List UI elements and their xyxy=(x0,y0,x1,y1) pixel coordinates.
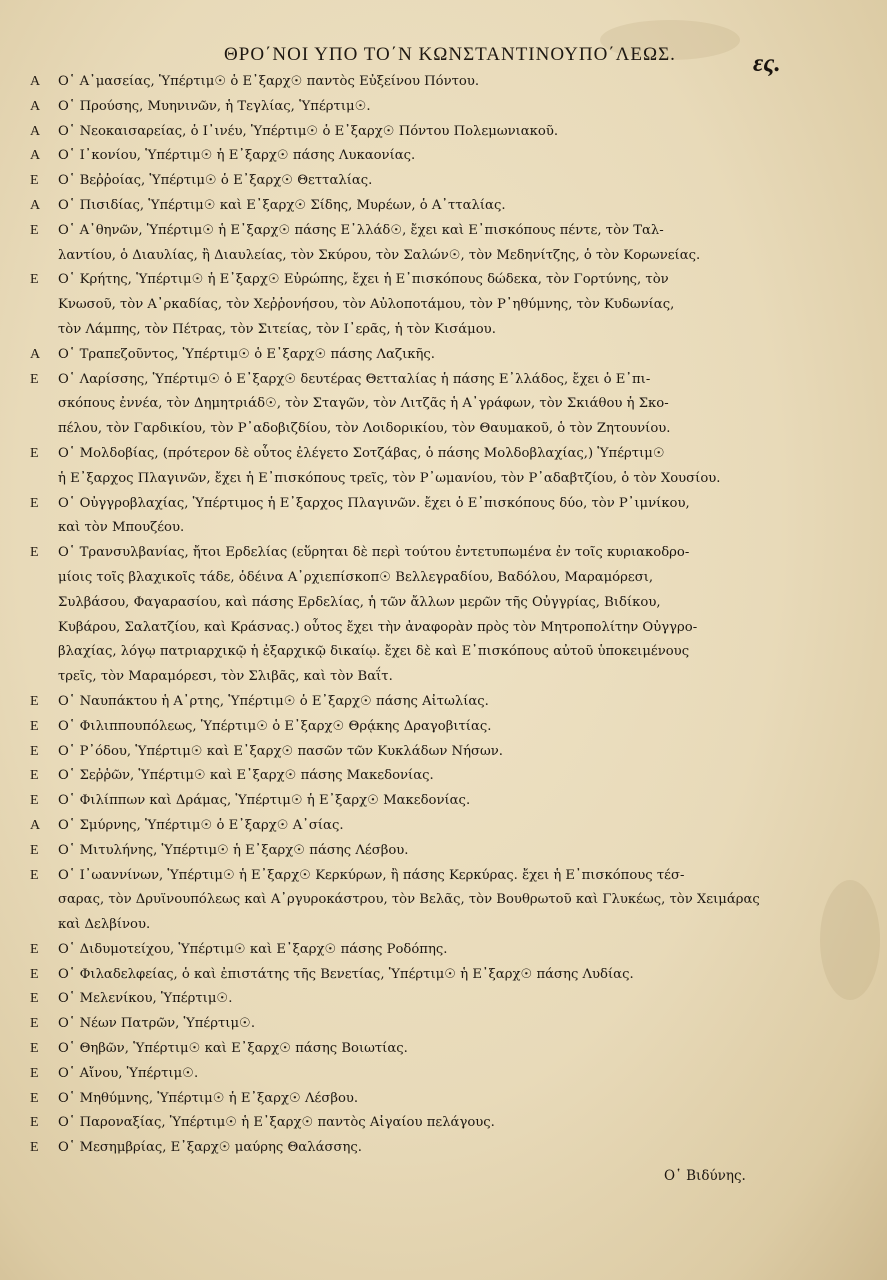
entry-marker: Ε xyxy=(30,693,39,709)
entry-marker: Ε xyxy=(30,495,39,511)
entry-text-line: Ο῾ Τρανσυλβανίας, ἤτοι Ερδελίας (εὕρηται δὲ περὶ τούτου ἐντετυπωμένα ἐν τοῖς κυριακοδρο- xyxy=(58,545,690,561)
entry-marker: Ε xyxy=(30,1140,39,1156)
entry-marker: Ε xyxy=(30,1090,39,1106)
entry-text-line: λαντίου, ὁ Διαυλίας, ἢ Διαυλείας, τὸν Σκύρου, τὸν Σαλών☉, τὸν Μεδηνίτζης, ὁ τὸν Κορωνείας. xyxy=(58,247,701,263)
see-entry xyxy=(30,70,800,95)
see-entry xyxy=(30,740,800,765)
entry-text-line: Ο῾ Λαρίσσης, Ὑπέρτιμ☉ ὁ Ε᾽ξαρχ☉ δευτέρας Θετταλίας ἡ πάσης Ε᾽λλάδος, ἔχει ὁ Ε᾽πι- xyxy=(58,371,651,387)
entry-text-line: Ο῾ Θηβῶν, Ὑπέρτιμ☉ καὶ Ε᾽ξαρχ☉ πάσης Βοιωτίας. xyxy=(58,1041,408,1057)
see-entry xyxy=(30,789,800,814)
entry-text-line: Ο῾ Α᾽θηνῶν, Ὑπέρτιμ☉ ἡ Ε᾽ξαρχ☉ πάσης Ε᾽λλάδ☉, ἔχει καὶ Ε᾽πισκόπους πέντε, τὸν Ταλ- xyxy=(58,222,664,238)
see-entry xyxy=(30,120,800,145)
entry-text-line: Συλβάσου, Φαγαρασίου, καὶ πάσης Ερδελίας, ἡ τῶν ἄλλων μερῶν τῆς Οὐγγρίας, Βιδίκου, xyxy=(58,594,661,610)
entry-text-line: καὶ Δελβίνου. xyxy=(58,917,151,933)
entry-marker: Ε xyxy=(30,545,39,561)
entry-marker: Ε xyxy=(30,743,39,759)
entry-marker: Ε xyxy=(30,1016,39,1032)
see-entry xyxy=(30,938,800,963)
entry-text-line: σκόπους ἐννέα, τὸν Δημητριάδ☉, τὸν Σταγῶν, τὸν Λιτζᾶς ἡ Α᾽γράφων, τὸν Σκιάθου ἡ Σκο- xyxy=(58,396,669,412)
entry-text-line: Ο῾ Φιλαδελφείας, ὁ καὶ ἐπιστάτης τῆς Βενετίας, Ὑπέρτιμ☉ ἡ Ε᾽ξαρχ☉ πάσης Λυδίας. xyxy=(58,966,634,982)
entry-marker: Ε xyxy=(30,718,39,734)
entry-marker: Ε xyxy=(30,371,39,387)
see-entry xyxy=(30,541,800,690)
entry-marker: Ε xyxy=(30,768,39,784)
entry-text-line: Ο῾ Νέων Πατρῶν, Ὑπέρτιμ☉. xyxy=(58,1016,256,1032)
see-entry xyxy=(30,864,800,938)
entry-text-line: Ο῾ Κρήτης, Ὑπέρτιμ☉ ἡ Ε᾽ξαρχ☉ Εὐρώπης, ἔχει ἡ Ε᾽πισκόπους δώδεκα, τὸν Γορτύνης, τὸν xyxy=(58,272,669,288)
entry-marker: Α xyxy=(30,197,41,213)
see-entry xyxy=(30,963,800,988)
see-entry xyxy=(30,219,800,269)
entry-marker: Ε xyxy=(30,842,39,858)
entry-text-line: Κνωσοῦ, τὸν Α᾽ρκαδίας, τὸν Χεῤῥονήσου, τὸν Αὐλοποτάμου, τὸν Ρ᾽ηθύμνης, τὸν Κυδωνίας, xyxy=(58,297,675,313)
catchword: Ο῾ Βιδύνης. xyxy=(664,1168,746,1184)
see-entry xyxy=(30,839,800,864)
entry-text-line: Ο῾ Μεσημβρίας, Ε᾽ξαρχ☉ μαύρης Θαλάσσης. xyxy=(58,1140,362,1156)
entry-text-line: Ο῾ Α᾽μασείας, Ὑπέρτιμ☉ ὁ Ε᾽ξαρχ☉ παντὸς Εὐξείνου Πόντου. xyxy=(58,74,480,89)
entry-marker: Α xyxy=(30,346,41,362)
see-entry xyxy=(30,1087,800,1112)
entry-text-line: Ο῾ Σεῤῥῶν, Ὑπέρτιμ☉ καὶ Ε᾽ξαρχ☉ πάσης Μακεδονίας. xyxy=(58,768,434,784)
see-entry xyxy=(30,814,800,839)
entry-marker: Ε xyxy=(30,1041,39,1057)
see-entry xyxy=(30,1136,800,1161)
entry-marker: Α xyxy=(30,148,41,164)
entry-marker: Ε xyxy=(30,941,39,957)
see-entry xyxy=(30,690,800,715)
entry-marker: Ε xyxy=(30,793,39,809)
entry-text-line: Ο῾ Προύσης, Μυηνινῶν, ἡ Τεγλίας, Ὑπέρτιμ☉. xyxy=(58,98,371,114)
see-entry xyxy=(30,268,800,342)
folio-number: ες. xyxy=(753,50,781,77)
entry-text-line: ἡ Ε᾽ξαρχος Πλαγινῶν, ἔχει ἡ Ε᾽πισκόπους τρεῖς, τὸν Ρ᾽ωμανίου, τὸν Ρ᾽αδαβτζίου, ὁ τὸν Χουσίου. xyxy=(58,470,721,486)
entry-text-line: βλαχίας, λόγῳ πατριαρχικῷ ἡ ἐξαρχικῷ δικαίῳ. ἔχει δὲ καὶ Ε᾽πισκόπους αὐτοῦ ὑποκειμένους xyxy=(58,644,690,660)
entry-text-line: Ο῾ Νεοκαισαρείας, ὁ Ι᾽ινέυ, Ὑπέρτιμ☉ ὁ Ε᾽ξαρχ☉ Πόντου Πολεμωνιακοῦ. xyxy=(58,123,559,139)
entry-text-line: Ο῾ Μιτυλήνης, Ὑπέρτιμ☉ ἡ Ε᾽ξαρχ☉ πάσης Λέσβου. xyxy=(58,842,409,858)
entry-text-line: σαρας, τὸν Δρυϊνουπόλεως καὶ Α᾽ργυροκάστρου, τὸν Βελᾶς, τὸν Βουθρωτοῦ καὶ Γλυκέως, τὸν Χειμάρας xyxy=(58,892,760,908)
entry-text-line: Κυβάρου, Σαλατζίου, καὶ Κράσνας.) οὗτος ἔχει τὴν ἀναφορὰν πρὸς τὸν Μητροπολίτην Οὐγγρο- xyxy=(58,619,698,635)
entry-text-line: Ο῾ Πισιδίας, Ὑπέρτιμ☉ καὶ Ε᾽ξαρχ☉ Σίδης, Μυρέων, ὁ Α᾽τταλίας. xyxy=(58,197,506,213)
entry-marker: Ε xyxy=(30,991,39,1007)
see-entry xyxy=(30,1111,800,1136)
entry-text-line: Ο῾ Ι᾽κονίου, Ὑπέρτιμ☉ ἡ Ε᾽ξαρχ☉ πάσης Λυκαονίας. xyxy=(58,148,416,164)
entry-text-line: Ο῾ Ι᾽ωαννίνων, Ὑπέρτιμ☉ ἡ Ε᾽ξαρχ☉ Κερκύρων, ἢ πάσης Κερκύρας. ἔχει ἡ Ε᾽πισκόπους τέσ- xyxy=(58,867,685,883)
entry-marker: Ε xyxy=(30,867,39,883)
see-entry xyxy=(30,715,800,740)
entry-marker: Ε xyxy=(30,222,39,238)
entry-marker: Α xyxy=(30,74,41,89)
see-entry xyxy=(30,343,800,368)
entry-text-line: Ο῾ Φιλιππουπόλεως, Ὑπέρτιμ☉ ὁ Ε᾽ξαρχ☉ Θρᾴκης Δραγοβιτίας. xyxy=(58,718,492,734)
entry-marker: Ε xyxy=(30,445,39,461)
see-entry xyxy=(30,987,800,1012)
entry-text-line: τὸν Λάμπης, τὸν Πέτρας, τὸν Σιτείας, τὸν Ι᾽ερᾶς, ἡ τὸν Κισάμου. xyxy=(58,321,496,337)
see-entry xyxy=(30,368,800,442)
entry-marker: Ε xyxy=(30,272,39,288)
see-entry xyxy=(30,492,800,542)
entry-marker: Ε xyxy=(30,173,39,189)
entry-text-line: Ο῾ Μηθύμνης, Ὑπέρτιμ☉ ἡ Ε᾽ξαρχ☉ Λέσβου. xyxy=(58,1090,359,1106)
entry-text-line: Ο῾ Μολδοβίας, (πρότερον δὲ οὗτος ἐλέγετο Σοτζάβας, ὁ πάσης Μολδοβλαχίας,) Ὑπέρτιμ☉ xyxy=(58,445,665,461)
entry-text-line: καὶ τὸν Μπουζέου. xyxy=(58,520,185,536)
page-header: ΘΡΟ΄ΝΟΙ ΥΠΟ ΤΟ΄Ν ΚΩΝΣΤΑΝΤΙΝΟΥΠΟ΄ΛΕΩΣ. xyxy=(224,44,676,65)
entry-text-line: Ο῾ Σμύρνης, Ὑπέρτιμ☉ ὁ Ε᾽ξαρχ☉ Α᾽σίας. xyxy=(58,817,344,833)
see-entry xyxy=(30,1012,800,1037)
see-entry xyxy=(30,169,800,194)
see-entry xyxy=(30,442,800,492)
see-entry xyxy=(30,1062,800,1087)
entry-marker: Ε xyxy=(30,1065,39,1081)
see-entry xyxy=(30,95,800,120)
entry-marker: Ε xyxy=(30,966,39,982)
entry-marker: Α xyxy=(30,817,41,833)
entry-marker: Α xyxy=(30,98,41,114)
entry-list xyxy=(0,70,887,1161)
entry-marker: Α xyxy=(30,123,41,139)
entry-text-line: τρεῖς, τὸν Μαραμόρεσι, τὸν Σλιβᾶς, καὶ τὸν Βαΐτ. xyxy=(58,669,393,685)
entry-text-line: Ο῾ Ναυπάκτου ἡ Α᾽ρτης, Ὑπέρτιμ☉ ὁ Ε᾽ξαρχ☉ πάσης Αἰτωλίας. xyxy=(58,693,489,709)
entry-text-line: Ο῾ Μελενίκου, Ὑπέρτιμ☉. xyxy=(58,991,233,1007)
entry-text-line: Ο῾ Παροναξίας, Ὑπέρτιμ☉ ἡ Ε᾽ξαρχ☉ παντὸς Αἰγαίου πελάγους. xyxy=(58,1115,495,1131)
entry-text-line: Ο῾ Οὐγγροβλαχίας, Ὑπέρτιμος ἡ Ε᾽ξαρχος Πλαγινῶν. ἔχει ὁ Ε᾽πισκόπους δύο, τὸν Ρ᾽ιμνίκου, xyxy=(58,495,690,511)
entry-text-line: Ο῾ Ρ᾽όδου, Ὑπέρτιμ☉ καὶ Ε᾽ξαρχ☉ πασῶν τῶν Κυκλάδων Νήσων. xyxy=(58,743,503,759)
entry-text-line: Ο῾ Αἴνου, Ὑπέρτιμ☉. xyxy=(58,1065,199,1081)
see-entry xyxy=(30,764,800,789)
entry-text-line: μίοις τοῖς βλαχικοῖς τάδε, ὁδέινα Α᾽ρχιεπίσκοπ☉ Βελλεγραδίου, Βαδόλου, Μαραμόρεσι, xyxy=(58,569,654,585)
see-entry xyxy=(30,144,800,169)
entry-text-line: Ο῾ Τραπεζοῦντος, Ὑπέρτιμ☉ ὁ Ε᾽ξαρχ☉ πάσης Λαζικῆς. xyxy=(58,346,435,362)
entry-text-line: Ο῾ Διδυμοτείχου, Ὑπέρτιμ☉ καὶ Ε᾽ξαρχ☉ πάσης Ροδόπης. xyxy=(58,941,448,957)
entry-text-line: Ο῾ Βεῤῥοίας, Ὑπέρτιμ☉ ὁ Ε᾽ξαρχ☉ Θετταλίας. xyxy=(58,173,373,189)
entry-marker: Ε xyxy=(30,1115,39,1131)
see-entry xyxy=(30,194,800,219)
see-entry xyxy=(30,1037,800,1062)
entry-text-line: Ο῾ Φιλίππων καὶ Δράμας, Ὑπέρτιμ☉ ἡ Ε᾽ξαρχ☉ Μακεδονίας. xyxy=(58,793,471,809)
entry-text-line: πέλου, τὸν Γαρδικίου, τὸν Ρ᾽αδοβιζδίου, τὸν Λοιδορικίου, τὸν Θαυμακοῦ, ὁ τὸν Ζητουνίου. xyxy=(58,421,671,437)
